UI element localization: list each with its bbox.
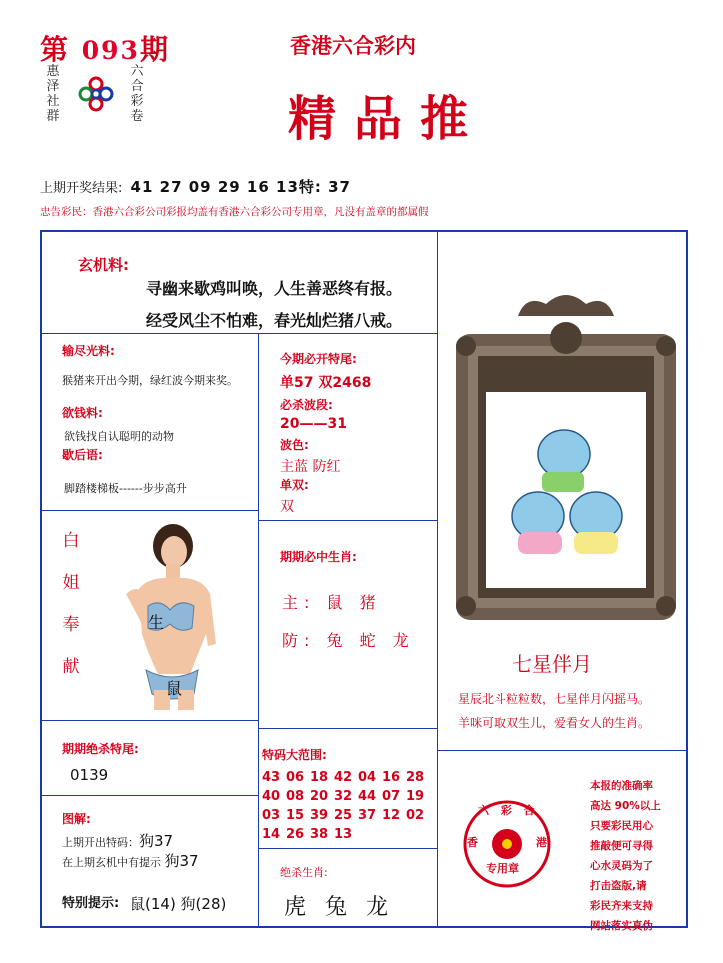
publisher-vertical-right: 六 合 彩 卷 <box>130 64 144 124</box>
brand-title: 香港六合彩内 <box>290 34 416 58</box>
wave-label: 必杀波段: <box>280 398 333 412</box>
ornate-frame-picture <box>446 286 686 626</box>
seal-bottom: 专用章 <box>486 862 519 875</box>
kill-tail-value: 0139 <box>70 766 109 784</box>
last-result <box>40 176 351 197</box>
divider <box>258 848 437 849</box>
divider <box>437 750 686 751</box>
tujie-label: 图解: <box>62 812 91 826</box>
note-line: 推敲便可寻得 <box>590 840 653 852</box>
xiehou-label: 歇后语: <box>62 448 103 462</box>
odd-value: 双 <box>280 499 294 515</box>
kill-zodiac-label: 绝杀生肖: <box>280 866 328 879</box>
photo-text-2: 鼠 <box>166 679 183 698</box>
warning-text: 忠告彩民：香港六合彩公司彩报均盖有香港六合彩公司专用章，凡没有盖章的都属假 <box>40 206 429 218</box>
divider <box>258 520 437 521</box>
riddle-label: 玄机料: <box>78 256 129 274</box>
tail-value: 单57 双2468 <box>280 375 372 391</box>
wave-value: 20——31 <box>280 416 347 432</box>
seal-top: 六 彩 合 <box>478 804 539 817</box>
note-line: 只要彩民用心 <box>590 820 653 832</box>
rings-logo <box>77 76 115 116</box>
seal-left: 香 <box>467 836 478 849</box>
divider <box>42 333 437 334</box>
tail-label: 今期必开特尾: <box>280 352 357 366</box>
qian-label: 欲钱料: <box>62 406 103 420</box>
publisher-vertical-left: 惠 泽 社 群 <box>46 64 60 124</box>
range-row: 03 15 39 25 37 12 02 <box>262 808 425 823</box>
zodiac-guard: 防: 兔 蛇 龙 <box>282 631 415 650</box>
liao-text: 猴猪来开出今期，绿红波今期来奖。 <box>62 374 238 387</box>
color-value: 主蓝 防红 <box>280 459 341 475</box>
vertical-name-char: 奉 <box>62 615 80 635</box>
qian-text: 欲钱找自认聪明的动物 <box>64 430 174 443</box>
range-row: 40 08 20 32 44 07 19 <box>262 789 425 804</box>
zodiac-main: 主: 鼠 猪 <box>282 593 382 612</box>
vertical-name-char: 姐 <box>62 573 80 593</box>
poem-line-1: 星辰北斗粒粒数，七星伴月闪摇马。 <box>458 692 651 706</box>
divider <box>258 333 259 926</box>
issue-number: 第 093期 <box>40 33 170 66</box>
liao-label: 输尽光料: <box>62 344 115 358</box>
xiehou-text: 脚踏楼梯板------步步高升 <box>64 482 187 495</box>
vertical-name-char: 白 <box>62 531 80 551</box>
page-title: 精品推 <box>288 91 487 147</box>
tujie-line-1: 上期开出特码：狗37 <box>62 832 174 850</box>
picture-title: 七星伴月 <box>512 652 592 676</box>
kill-tail-label: 期期绝杀特尾: <box>62 742 139 756</box>
tujie-line-2: 在上期玄机中有提示 狗37 <box>62 852 199 870</box>
range-row: 14 26 38 13 <box>262 827 353 842</box>
divider <box>437 232 438 926</box>
divider <box>42 510 258 511</box>
divider <box>42 795 258 796</box>
riddle-line-1: 寻幽来歇鸡叫唤，人生善恶终有报。 <box>146 279 403 298</box>
vertical-name-char: 献 <box>62 657 80 677</box>
note-line: 彩民齐来支持 <box>590 900 653 912</box>
last-result-label: 上期开奖结果: <box>40 181 123 196</box>
seal-right: 港 <box>536 836 547 849</box>
note-line: 打击盗版,请 <box>590 880 647 892</box>
note-line: 本报的准确率 <box>590 780 653 792</box>
divider <box>42 720 258 721</box>
range-row: 43 06 18 42 04 16 28 <box>262 770 425 785</box>
color-label: 波色: <box>280 438 309 452</box>
note-line: 网站落实真伪 <box>590 920 653 932</box>
note-line: 心水灵码为了 <box>590 860 653 872</box>
special-tip-label: 特别提示: <box>62 896 120 911</box>
kill-zodiac-value: 虎 兔 龙 <box>284 895 394 920</box>
divider <box>258 728 437 729</box>
note-line: 高达 90%以上 <box>590 800 661 812</box>
zodiac-label: 期期必中生肖: <box>280 550 357 564</box>
range-numbers <box>262 768 430 844</box>
photo-text-1: 生 <box>148 613 165 632</box>
last-result-numbers: 41 27 09 29 16 13特: 37 <box>130 178 351 196</box>
range-label: 特码大范围: <box>262 748 327 762</box>
special-tip-value: 鼠(14) 狗(28) <box>130 895 227 913</box>
poem-line-2: 羊咪可取双生儿，爱看女人的生肖。 <box>458 716 651 730</box>
odd-label: 单双: <box>280 478 309 492</box>
riddle-line-2: 经受风尘不怕难，春光灿烂猪八戒。 <box>146 311 403 330</box>
